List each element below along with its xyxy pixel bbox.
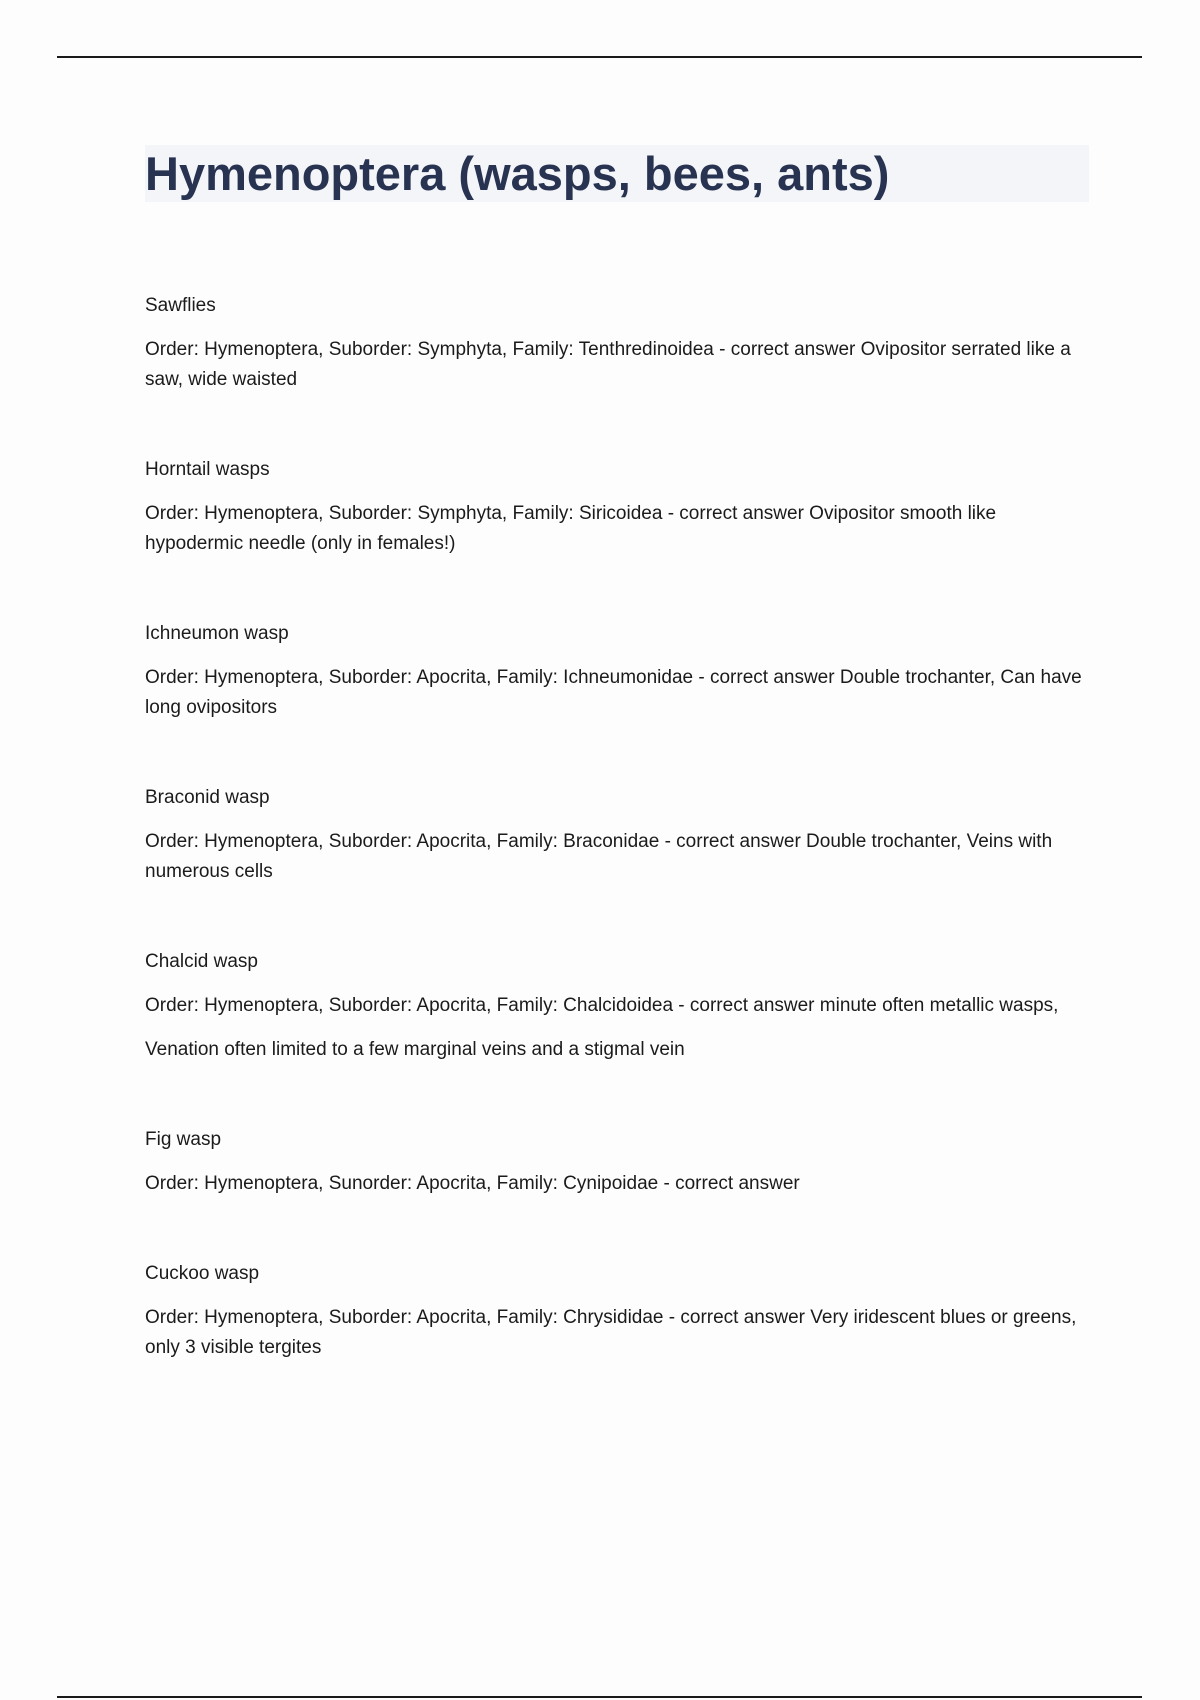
entry-definition-continued: Venation often limited to a few marginal veins and a stigmal vein [145, 1039, 685, 1060]
entry-term: Fig wasp [145, 1129, 222, 1150]
entry-ichneumon-wasp [145, 619, 1090, 723]
entry-sawflies [145, 291, 1090, 395]
entry-cuckoo-wasp [145, 1259, 1090, 1363]
entry-term: Braconid wasp [145, 787, 270, 808]
entry-term: Sawflies [145, 295, 216, 316]
entry-definition: Order: Hymenoptera, Suborder: Symphyta, Family: Tenthredinoidea - correct answer Ovipositor serrated like a saw, wide waisted [145, 339, 1071, 390]
entry-horntail-wasps [145, 455, 1090, 559]
entry-term: Horntail wasps [145, 459, 270, 480]
entry-term: Ichneumon wasp [145, 623, 289, 644]
entry-list [145, 291, 1090, 1423]
entry-term: Cuckoo wasp [145, 1263, 260, 1284]
title-block [145, 145, 1089, 202]
entry-term: Chalcid wasp [145, 951, 258, 972]
entry-chalcid-wasp [145, 947, 1090, 1065]
entry-definition: Order: Hymenoptera, Suborder: Apocrita, Family: Braconidae - correct answer Double trochanter, Veins with numerous cells [145, 831, 1053, 882]
footer-rule [57, 1696, 1142, 1698]
entry-definition: Order: Hymenoptera, Suborder: Apocrita, Family: Ichneumonidae - correct answer Double trochanter, Can have long ovipositors [145, 667, 1082, 718]
header-rule [57, 56, 1142, 58]
entry-braconid-wasp [145, 783, 1090, 887]
entry-definition: Order: Hymenoptera, Suborder: Symphyta, Family: Siricoidea - correct answer Ovipositor smooth like hypodermic needle (only in females!) [145, 503, 997, 554]
entry-fig-wasp [145, 1125, 1090, 1199]
entry-definition: Order: Hymenoptera, Sunorder: Apocrita, Family: Cynipoidae - correct answer [145, 1173, 800, 1194]
page-title: Hymenoptera (wasps, bees, ants) [145, 147, 890, 200]
entry-definition: Order: Hymenoptera, Suborder: Apocrita, Family: Chrysididae - correct answer Very iridescent blues or greens, only 3 visible tergites [145, 1307, 1077, 1358]
entry-definition: Order: Hymenoptera, Suborder: Apocrita, Family: Chalcidoidea - correct answer minute often metallic wasps, [145, 995, 1059, 1016]
